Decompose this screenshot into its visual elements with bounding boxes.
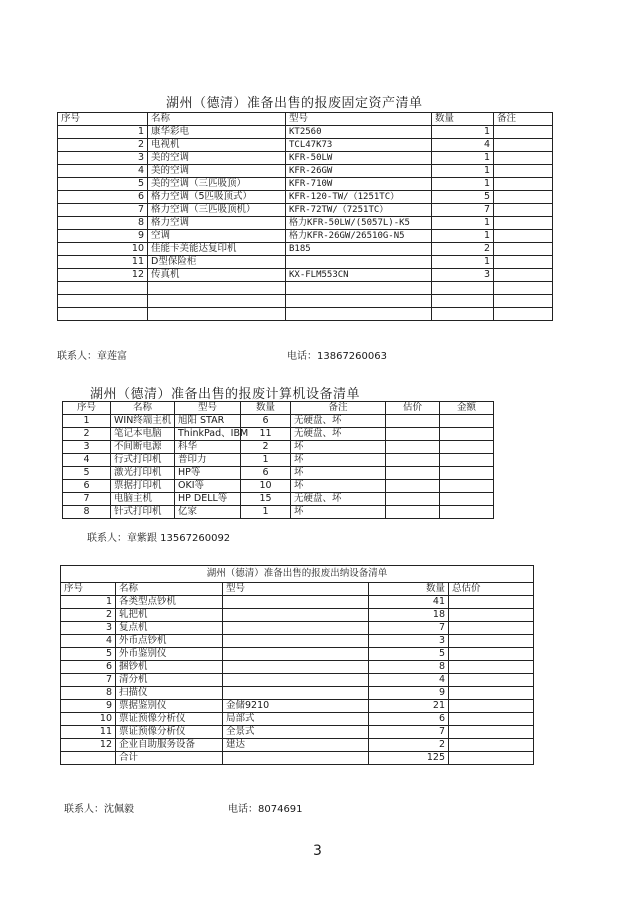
table-cell — [449, 596, 534, 609]
table-cell — [386, 480, 440, 493]
table2-title: 湖州（德清）准备出售的报废计算机设备清单 — [90, 387, 361, 402]
table-cell — [440, 493, 494, 506]
table-cell: 旭阳 STAR — [175, 415, 241, 428]
table-cell: 笔记本电脑 — [111, 428, 175, 441]
table-cell: 金储9210 — [223, 700, 369, 713]
table-cell: 6 — [58, 191, 148, 204]
table-row — [61, 700, 534, 713]
header-cell: 备注 — [494, 113, 553, 126]
table-cell: 3 — [432, 269, 494, 282]
table-cell: 外币点钞机 — [116, 635, 223, 648]
table-cell — [286, 256, 432, 269]
table-cell: 1 — [432, 230, 494, 243]
table-cell: 外币鉴别仪 — [116, 648, 223, 661]
table-cell: 11 — [61, 726, 116, 739]
table-row — [61, 661, 534, 674]
table-cell: OKI等 — [175, 480, 241, 493]
table-cell: 全景式 — [223, 726, 369, 739]
table-cell: 激光打印机 — [111, 467, 175, 480]
table-cell: 1 — [432, 165, 494, 178]
table-cell: KFR-120-TW/（1251TC） — [286, 191, 432, 204]
table-cell: KFR-26GW — [286, 165, 432, 178]
table-cell — [494, 256, 553, 269]
table-row — [63, 480, 494, 493]
table-cell: 科华 — [175, 441, 241, 454]
table-cell: 2 — [432, 243, 494, 256]
table-cell: 4 — [61, 635, 116, 648]
table-row — [58, 256, 553, 269]
table-cell: 坏 — [291, 454, 386, 467]
table-row — [58, 139, 553, 152]
table-cell: 捆钞机 — [116, 661, 223, 674]
table-cell — [432, 308, 494, 321]
header-cell: 总估价 — [449, 583, 534, 596]
table-cell: 1 — [432, 126, 494, 139]
table-row — [63, 441, 494, 454]
table3-title: 湖州（德清）准备出售的报废出纳设备清单 — [61, 566, 534, 583]
total-row — [61, 752, 534, 765]
table-cell — [449, 713, 534, 726]
table-cell: 8 — [61, 687, 116, 700]
table-cell: 扫描仪 — [116, 687, 223, 700]
table-cell — [440, 415, 494, 428]
table-row — [58, 217, 553, 230]
table-cell: 41 — [369, 596, 449, 609]
table-cell — [58, 295, 148, 308]
table-cell: 美的空调 — [148, 152, 286, 165]
table-cell — [58, 308, 148, 321]
table-cell: 佳能卡美能达复印机 — [148, 243, 286, 256]
table-cell: 康华彩电 — [148, 126, 286, 139]
table-cell — [494, 282, 553, 295]
table-cell: KFR-710W — [286, 178, 432, 191]
table-cell — [386, 506, 440, 519]
table-cell — [386, 415, 440, 428]
table-cell: 1 — [432, 217, 494, 230]
table-cell: 票据打印机 — [111, 480, 175, 493]
table-cell: 票证预像分析仪 — [116, 726, 223, 739]
table-cell — [386, 467, 440, 480]
table-row — [58, 230, 553, 243]
table-cell: 5 — [432, 191, 494, 204]
table-cell — [148, 295, 286, 308]
header-cell: 型号 — [175, 402, 241, 415]
table-cell — [494, 191, 553, 204]
table-cell: 9 — [61, 700, 116, 713]
table-cell: 11 — [58, 256, 148, 269]
table-cell — [449, 726, 534, 739]
table-row — [61, 596, 534, 609]
table-cell: 4 — [432, 139, 494, 152]
table-cell: 空调 — [148, 230, 286, 243]
computer-equipment-table — [62, 401, 494, 519]
table-cell — [223, 622, 369, 635]
table-cell: 21 — [369, 700, 449, 713]
table-cell: 1 — [241, 506, 291, 519]
table-row — [58, 126, 553, 139]
total-cell — [61, 752, 116, 765]
total-cell — [223, 752, 369, 765]
table-cell — [58, 282, 148, 295]
table-cell: 18 — [369, 609, 449, 622]
table-row — [61, 739, 534, 752]
table-cell: 2 — [369, 739, 449, 752]
table-cell — [494, 139, 553, 152]
table-cell — [286, 295, 432, 308]
header-cell: 名称 — [148, 113, 286, 126]
table-cell — [386, 493, 440, 506]
table-cell: 美的空调（三匹吸顶） — [148, 178, 286, 191]
header-cell: 估价 — [386, 402, 440, 415]
table-row — [61, 609, 534, 622]
table-cell: 复点机 — [116, 622, 223, 635]
table-cell: 轧把机 — [116, 609, 223, 622]
fixed-assets-table — [57, 112, 553, 321]
table-cell: 10 — [241, 480, 291, 493]
table-cell: TCL47K73 — [286, 139, 432, 152]
table-cell — [223, 609, 369, 622]
table-row — [58, 152, 553, 165]
table-cell: 8 — [58, 217, 148, 230]
table-cell — [449, 622, 534, 635]
table-cell — [223, 648, 369, 661]
table-cell: 9 — [58, 230, 148, 243]
table-cell: 企业自助服务设备 — [116, 739, 223, 752]
table-cell: 5 — [369, 648, 449, 661]
table3-contact-name: 联系人：沈佩毅 — [64, 804, 134, 815]
table-cell: 格力KFR-50LW/(5057L)-K5 — [286, 217, 432, 230]
table-cell — [494, 178, 553, 191]
table-cell — [148, 282, 286, 295]
table-cell — [494, 152, 553, 165]
table-cell: HP等 — [175, 467, 241, 480]
table-cell: 无硬盘、坏 — [291, 428, 386, 441]
header-cell: 序号 — [63, 402, 111, 415]
table-cell: HP DELL等 — [175, 493, 241, 506]
table-cell — [449, 674, 534, 687]
table-cell — [440, 454, 494, 467]
table-row — [58, 243, 553, 256]
header-cell: 数量 — [432, 113, 494, 126]
page-number: 3 — [313, 843, 322, 859]
table-cell: 普印力 — [175, 454, 241, 467]
table-cell: 3 — [58, 152, 148, 165]
table-row — [61, 648, 534, 661]
table-cell: 传真机 — [148, 269, 286, 282]
table-cell — [148, 308, 286, 321]
header-cell: 数量 — [241, 402, 291, 415]
table-cell: 格力空调（三匹吸顶机） — [148, 204, 286, 217]
table-cell: 2 — [63, 428, 111, 441]
table-cell — [440, 428, 494, 441]
table-cell: 美的空调 — [148, 165, 286, 178]
table-cell — [449, 739, 534, 752]
table-cell — [440, 467, 494, 480]
table-cell: 3 — [63, 441, 111, 454]
table-cell: 1 — [63, 415, 111, 428]
table-cell: 2 — [61, 609, 116, 622]
table-header-row — [61, 583, 534, 596]
table-cell — [494, 308, 553, 321]
table-cell: 10 — [61, 713, 116, 726]
table1-title: 湖州（德清）准备出售的报废固定资产清单 — [166, 96, 423, 111]
header-cell: 数量 — [369, 583, 449, 596]
table-cell: 1 — [432, 178, 494, 191]
table-row — [58, 178, 553, 191]
table-row — [63, 467, 494, 480]
table-cell: 4 — [63, 454, 111, 467]
table-cell: 行式打印机 — [111, 454, 175, 467]
header-cell: 备注 — [291, 402, 386, 415]
table-cell — [494, 204, 553, 217]
table-row — [61, 687, 534, 700]
table-cell: 15 — [241, 493, 291, 506]
table-cell — [432, 295, 494, 308]
table-cell: 格力空调（5匹吸顶式） — [148, 191, 286, 204]
table-cell: 6 — [369, 713, 449, 726]
table-cell: 5 — [61, 648, 116, 661]
header-cell: 型号 — [223, 583, 369, 596]
table-cell: 6 — [241, 415, 291, 428]
table-cell: 5 — [63, 467, 111, 480]
table-cell — [223, 674, 369, 687]
table-cell — [494, 269, 553, 282]
header-cell: 名称 — [116, 583, 223, 596]
table-row — [58, 269, 553, 282]
table-cell: 7 — [369, 622, 449, 635]
table-cell: 坏 — [291, 441, 386, 454]
table-row — [61, 726, 534, 739]
table-cell: KFR-72TW/（7251TC） — [286, 204, 432, 217]
table-cell: 4 — [369, 674, 449, 687]
table-cell: 4 — [58, 165, 148, 178]
table-cell — [449, 661, 534, 674]
table-cell — [440, 441, 494, 454]
table-cell — [223, 635, 369, 648]
table-cell: 坏 — [291, 480, 386, 493]
table-row — [63, 428, 494, 441]
table-cell: 局部式 — [223, 713, 369, 726]
table-row — [61, 622, 534, 635]
table-cell — [386, 441, 440, 454]
table-row-empty — [58, 282, 553, 295]
table-title-row — [61, 566, 534, 583]
table-row-empty — [58, 295, 553, 308]
table-row — [58, 204, 553, 217]
table-cell — [449, 687, 534, 700]
table-row — [58, 165, 553, 178]
table-cell: 7 — [58, 204, 148, 217]
table-cell — [494, 165, 553, 178]
table-cell: 1 — [432, 256, 494, 269]
table-cell — [386, 454, 440, 467]
table-cell: 12 — [61, 739, 116, 752]
table-cell — [494, 243, 553, 256]
table2-contact: 联系人：章紫跟 13567260092 — [87, 533, 231, 544]
table-cell: 票据鉴别仪 — [116, 700, 223, 713]
table-cell — [449, 700, 534, 713]
table-row — [63, 506, 494, 519]
table-cell: 7 — [432, 204, 494, 217]
table-cell: 票证预像分析仪 — [116, 713, 223, 726]
table-cell — [494, 126, 553, 139]
table-cell: B185 — [286, 243, 432, 256]
table-cell: D型保险柜 — [148, 256, 286, 269]
table-header-row — [63, 402, 494, 415]
table-cell: 针式打印机 — [111, 506, 175, 519]
table-cell: 5 — [58, 178, 148, 191]
table-cell: 无硬盘、坏 — [291, 415, 386, 428]
table-cell: 10 — [58, 243, 148, 256]
table-cell: 电视机 — [148, 139, 286, 152]
table-cell — [286, 282, 432, 295]
table-cell — [386, 428, 440, 441]
table-row-empty — [58, 308, 553, 321]
table-cell: 9 — [369, 687, 449, 700]
table-cell: 2 — [241, 441, 291, 454]
table-row — [63, 415, 494, 428]
table-cell — [494, 217, 553, 230]
table-cell: 无硬盘、坏 — [291, 493, 386, 506]
table-cell: 格力KFR-26GW/26510G-N5 — [286, 230, 432, 243]
table-row — [61, 635, 534, 648]
table-cell: 亿家 — [175, 506, 241, 519]
table-cell: 7 — [63, 493, 111, 506]
table-cell: 3 — [61, 622, 116, 635]
table-header-row — [58, 113, 553, 126]
total-value: 125 — [369, 752, 449, 765]
table-cell: 6 — [241, 467, 291, 480]
header-cell: 型号 — [286, 113, 432, 126]
header-cell: 序号 — [61, 583, 116, 596]
table1-contact-name: 联系人：章莲富 — [57, 351, 127, 362]
table-cell — [449, 648, 534, 661]
table-cell: 6 — [61, 661, 116, 674]
table-cell: 2 — [58, 139, 148, 152]
table1-contact-phone: 电话：13867260063 — [287, 351, 387, 362]
table-cell: 1 — [58, 126, 148, 139]
table-cell: 12 — [58, 269, 148, 282]
table-cell — [223, 661, 369, 674]
table-cell — [440, 506, 494, 519]
table-row — [61, 713, 534, 726]
total-cell — [449, 752, 534, 765]
table-cell: 1 — [241, 454, 291, 467]
table-row — [61, 674, 534, 687]
table-cell: 格力空调 — [148, 217, 286, 230]
table-cell — [494, 295, 553, 308]
cashier-equipment-table — [60, 565, 534, 765]
table-cell: 7 — [369, 726, 449, 739]
table-cell — [440, 480, 494, 493]
table-cell: 1 — [61, 596, 116, 609]
header-cell: 序号 — [58, 113, 148, 126]
table-cell: 不间断电源 — [111, 441, 175, 454]
table-cell — [223, 596, 369, 609]
table-cell: WIN终端主机 — [111, 415, 175, 428]
table-cell: 11 — [241, 428, 291, 441]
total-label: 合计 — [116, 752, 223, 765]
table-cell — [432, 282, 494, 295]
table3-contact-phone: 电话：8074691 — [228, 804, 303, 815]
table-cell: 清分机 — [116, 674, 223, 687]
table-row — [63, 493, 494, 506]
table-row — [58, 191, 553, 204]
table-cell — [449, 609, 534, 622]
table-cell: 坏 — [291, 467, 386, 480]
table-cell: 各类型点钞机 — [116, 596, 223, 609]
table-cell: 建达 — [223, 739, 369, 752]
table-cell: 8 — [369, 661, 449, 674]
table-cell: 8 — [63, 506, 111, 519]
table-cell: KFR-50LW — [286, 152, 432, 165]
table-row — [63, 454, 494, 467]
table-cell: 1 — [432, 152, 494, 165]
table-cell: 6 — [63, 480, 111, 493]
table-cell: ThinkPad、IBM — [175, 428, 241, 441]
table-cell: 电脑主机 — [111, 493, 175, 506]
table-cell: KT2560 — [286, 126, 432, 139]
table-cell — [494, 230, 553, 243]
table-cell: 3 — [369, 635, 449, 648]
table-cell: 坏 — [291, 506, 386, 519]
table-cell: 7 — [61, 674, 116, 687]
header-cell: 金额 — [440, 402, 494, 415]
table-cell: KX-FLM553CN — [286, 269, 432, 282]
table-cell — [223, 687, 369, 700]
table-cell — [286, 308, 432, 321]
table-cell — [449, 635, 534, 648]
header-cell: 名称 — [111, 402, 175, 415]
